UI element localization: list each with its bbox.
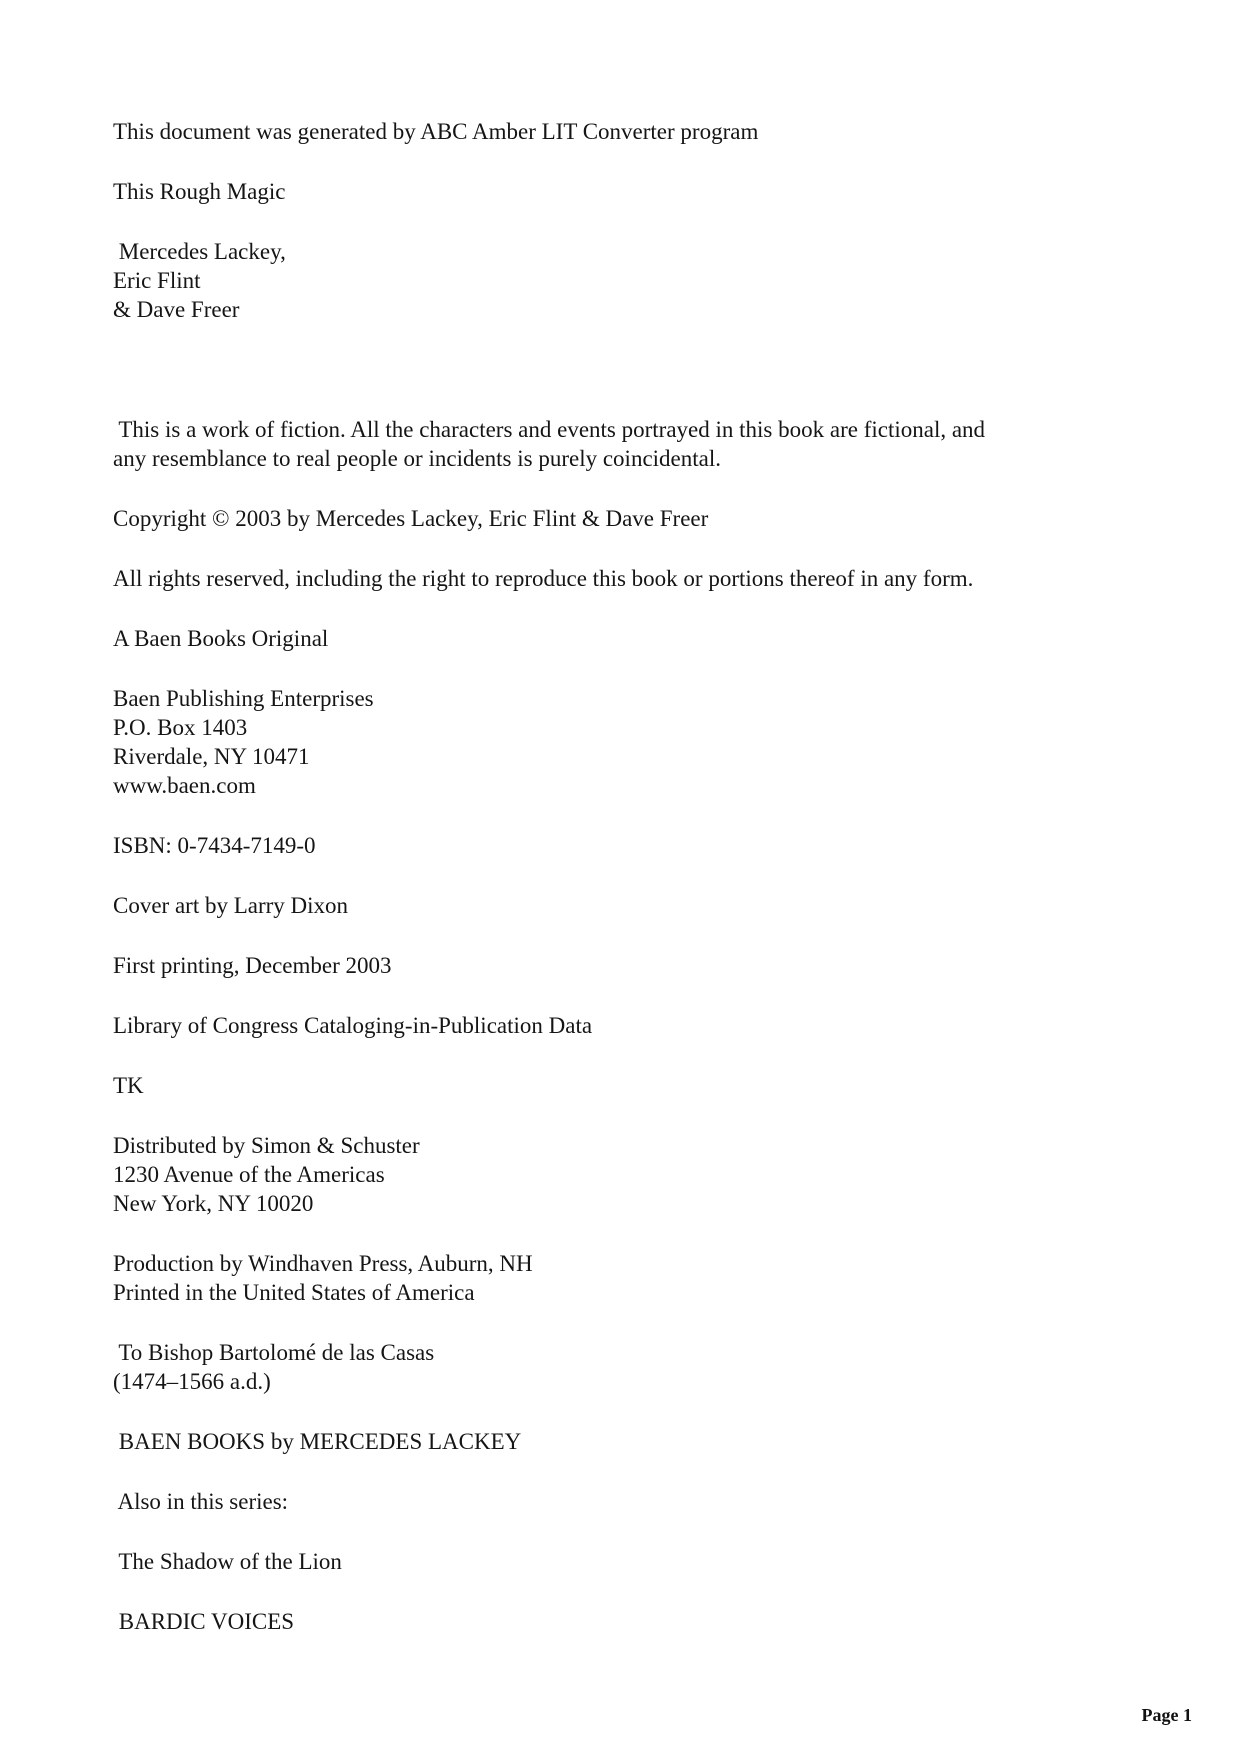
paragraph bbox=[113, 1427, 1200, 1456]
text-line: ISBN: 0-7434-7149-0 bbox=[113, 833, 316, 858]
text-line: Also in this series: bbox=[113, 1489, 289, 1514]
text-line: Cover art by Larry Dixon bbox=[113, 893, 349, 918]
text-line: Mercedes Lackey, bbox=[113, 239, 286, 264]
text-line: Eric Flint bbox=[113, 268, 201, 293]
paragraph bbox=[113, 1338, 1200, 1396]
text-line: This is a work of fiction. All the characters and events portrayed in this book are fictional, and bbox=[113, 417, 986, 442]
text-line: A Baen Books Original bbox=[113, 626, 329, 651]
text-line: Baen Publishing Enterprises bbox=[113, 686, 374, 711]
text-line: Distributed by Simon & Schuster bbox=[113, 1133, 420, 1158]
paragraph bbox=[113, 1071, 1200, 1100]
paragraph bbox=[113, 117, 1200, 146]
text-line: Riverdale, NY 10471 bbox=[113, 744, 310, 769]
paragraph bbox=[113, 177, 1200, 206]
text-line: BARDIC VOICES bbox=[113, 1609, 295, 1634]
paragraph bbox=[113, 684, 1200, 800]
paragraph bbox=[113, 1011, 1200, 1040]
text-line: Production by Windhaven Press, Auburn, NH bbox=[113, 1251, 533, 1276]
paragraph bbox=[113, 1547, 1200, 1576]
text-line: & Dave Freer bbox=[113, 297, 240, 322]
text-line: To Bishop Bartolomé de las Casas bbox=[113, 1340, 435, 1365]
text-line: All rights reserved, including the right to reproduce this book or portions thereof in any form. bbox=[113, 566, 974, 591]
text-line: New York, NY 10020 bbox=[113, 1191, 314, 1216]
paragraph bbox=[113, 951, 1200, 980]
paragraph bbox=[113, 1607, 1200, 1636]
text-line: First printing, December 2003 bbox=[113, 953, 392, 978]
paragraph bbox=[113, 355, 1200, 384]
paragraph bbox=[113, 415, 1200, 473]
paragraph bbox=[113, 564, 1200, 593]
text-line: Library of Congress Cataloging-in-Publication Data bbox=[113, 1013, 593, 1038]
text-line: The Shadow of the Lion bbox=[113, 1549, 342, 1574]
text-line bbox=[113, 355, 1200, 384]
text-line: (1474–1566 a.d.) bbox=[113, 1369, 271, 1394]
text-line: www.baen.com bbox=[113, 773, 256, 798]
text-line: BAEN BOOKS by MERCEDES LACKEY bbox=[113, 1429, 522, 1454]
text-line: This document was generated by ABC Amber LIT Converter program bbox=[113, 119, 759, 144]
text-line: Printed in the United States of America bbox=[113, 1280, 475, 1305]
paragraph bbox=[113, 624, 1200, 653]
text-line: TK bbox=[113, 1073, 144, 1098]
paragraph bbox=[113, 1487, 1200, 1516]
document-body bbox=[113, 117, 1200, 1667]
paragraph bbox=[113, 1131, 1200, 1218]
text-line: Copyright © 2003 by Mercedes Lackey, Eric Flint & Dave Freer bbox=[113, 506, 709, 531]
paragraph bbox=[113, 831, 1200, 860]
text-line: any resemblance to real people or incidents is purely coincidental. bbox=[113, 446, 721, 471]
text-line: P.O. Box 1403 bbox=[113, 715, 248, 740]
paragraph bbox=[113, 237, 1200, 324]
text-line: 1230 Avenue of the Americas bbox=[113, 1162, 385, 1187]
page-number: Page 1 bbox=[1141, 1705, 1192, 1725]
paragraph bbox=[113, 504, 1200, 533]
paragraph bbox=[113, 891, 1200, 920]
paragraph bbox=[113, 1249, 1200, 1307]
text-line: This Rough Magic bbox=[113, 179, 286, 204]
